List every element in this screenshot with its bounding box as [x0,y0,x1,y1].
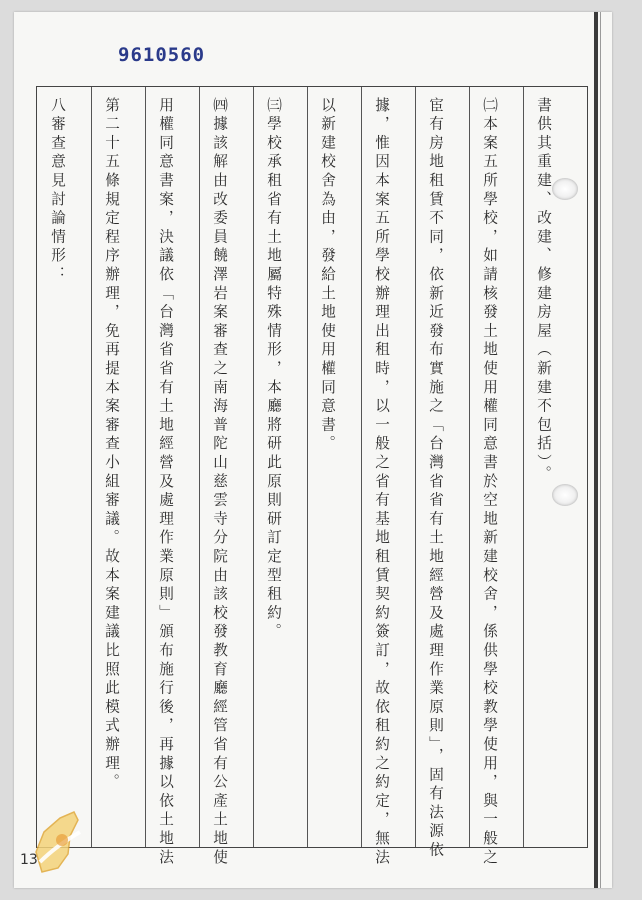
column-divider [91,87,92,847]
column-divider [523,87,524,847]
column-divider [307,87,308,847]
archive-watermark-logo [22,802,92,882]
column-divider [253,87,254,847]
binding-edge-line [594,12,598,888]
document-number: 9610560 [118,44,206,66]
column-divider [415,87,416,847]
text-column-5: 以新建校舍為由，發給土地使用權同意書。 [319,97,336,455]
text-column-9: 第二十五條規定程序辦理，免再提本案審查小組審議。故本案建議比照此模式辦理。 [103,97,120,793]
text-column-8: 用權同意書案，決議依「台灣省省有土地經營及處理作業原則」頒布施行後，再據以依土地法 [157,97,174,868]
text-column-10: 八審查意見討論情形： [49,97,66,285]
column-divider [469,87,470,847]
page-number: 13 [20,852,38,868]
column-divider [199,87,200,847]
column-divider [361,87,362,847]
binding-edge-line-secondary [600,12,601,888]
text-column-6: ㈢學校承租省有土地屬特殊情形，本廳將研此原則研訂定型租約。 [265,97,282,643]
text-column-4: 據，惟因本案五所學校辦理出租時，以一般之省有基地租賃契約簽訂，故依租約之約定，無法 [373,97,390,868]
text-column-2: ㈡本案五所學校，如請核發土地使用權同意書於空地新建校舍，係供學校教學使用，與一般之 [481,97,498,868]
text-column-3: 宦有房地租賃不同，依新近發布實施之「台灣省省有土地經營及處理作業原則」，固有法源依 [427,97,444,861]
text-column-1: 書供其重建、改建、修建房屋（新建不包括）。 [535,97,552,485]
column-divider [145,87,146,847]
text-column-7: ㈣據該解由改委員饒澤岩案審查之南海普陀山慈雲寺分院由該校發教育廳經管省有公產土地使 [211,97,228,868]
text-grid [36,86,588,868]
